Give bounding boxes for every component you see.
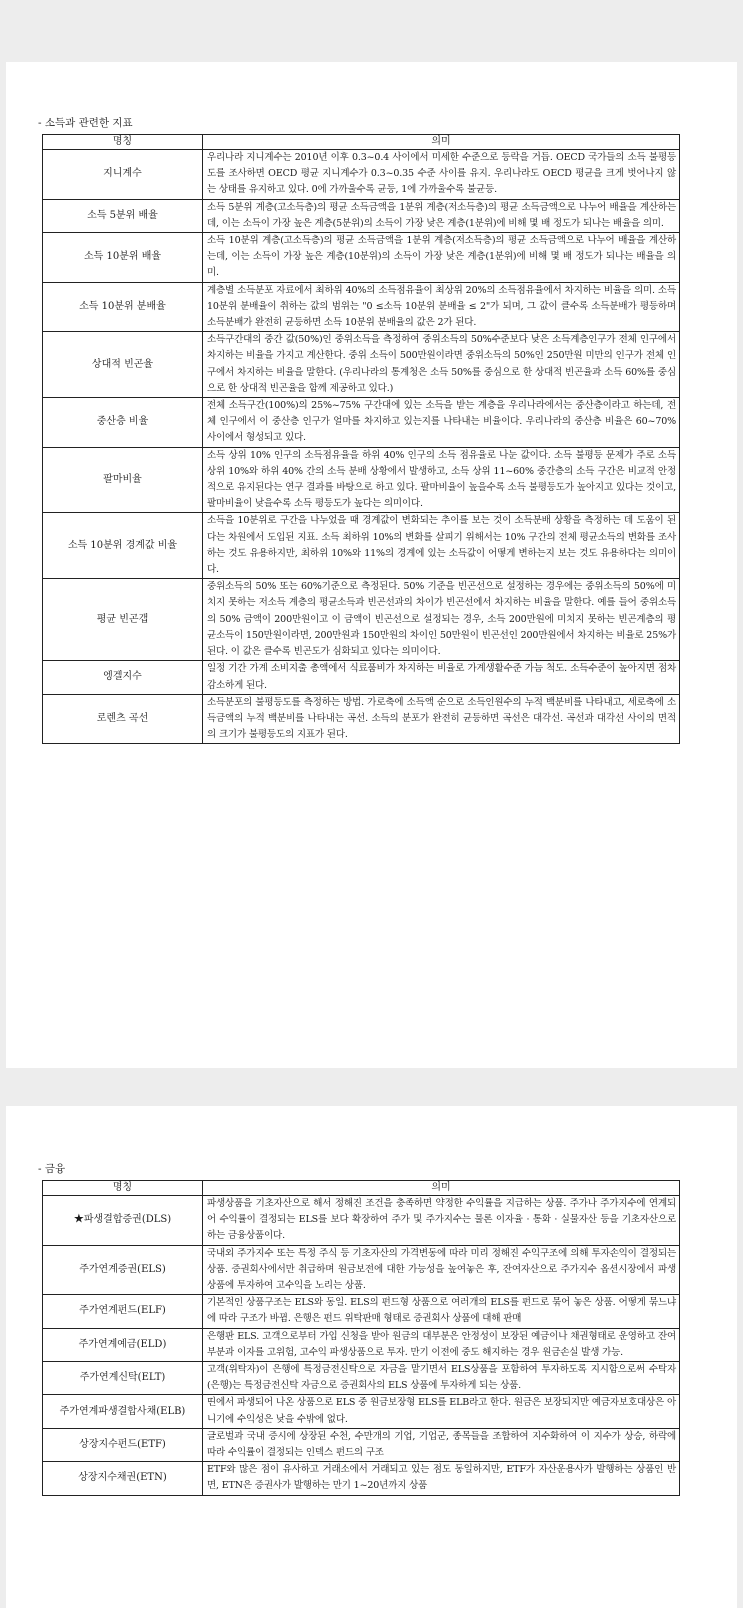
table-row [43,1395,680,1428]
term-meaning: 소득 상위 10% 인구의 소득점유율을 하위 40% 인구의 소득 점유율로 나눈 값이다. 소득 불평등 문제가 주로 소득 상위 10%와 하위 40% 간의 소득 분배 상황에서 발생하고, 소득 상위 11~60% 중간층의 소득 구간은 비교적 안정적으로 유지된다는 연구 결과를 바탕으로 하고 있다. 팔마비율이 높을수록 소득 불평등도가 높아지고 있다는 것이고, 팔마비율이 낮을수록 소득 평등도가 높다는 의미이다. [203,447,680,513]
table-row [43,1362,680,1395]
table-row [43,1462,680,1495]
table-row [43,332,680,398]
table-row [43,1245,680,1295]
term-meaning: 띤에서 파생되어 나온 상품으로 ELS 중 원금보장형 ELS를 ELB라고 한다. 원금은 보장되지만 예금자보호대상은 아니기에 수익성은 낮을 수밖에 없다. [203,1395,680,1428]
table-row [43,447,680,513]
term-meaning: 기본적인 상품구조는 ELS와 동일. ELS의 펀드형 상품으로 여러개의 ELS를 펀드로 묶어 놓은 상품. 어떻게 묶느냐에 따라 구조가 바뀜. 은행은 펀드 위탁판매 형태로 증권회사 상품에 대해 판매 [203,1295,680,1328]
term-meaning: 소득 5분위 계층(고소득층)의 평균 소득금액을 1분위 계층(저소득층)의 평균 소득금액으로 나누어 배율을 계산하는데, 이는 소득이 가장 높은 계층(5분위)의 소득이 가장 낮은 계층(1분위)에 비해 몇 배 정도가 되나는 배율을 의미. [203,199,680,232]
table-header-row [43,135,680,150]
term-name: 지니계수 [43,150,203,200]
header-meaning: 의미 [203,135,680,150]
table-header-row [43,1181,680,1196]
term-name: 주가연계신탁(ELT) [43,1362,203,1395]
term-meaning: 소득을 10분위로 구간을 나누었을 때 경계값이 변화되는 추이를 보는 것이 소득분배 상황을 측정하는 데 도움이 된다는 차원에서 도입된 지표. 소득 최하위 10%의 변화를 살피기 위해서는 10% 구간의 전체 평균소득의 변화를 조사하는 것도 유용하지만, 최하위 10%와 11%의 경계에 있는 소득값이 어떻게 변하는지 보는 것도 유용하다는 의미이다. [203,513,680,579]
section-title-income: - 소득과 관련한 지표 [38,117,133,129]
term-meaning: 우리나라 지니계수는 2010년 이후 0.3~0.4 사이에서 미세한 수준으로 등락을 거듭. OECD 국가들의 소득 불평등도를 조사하면 OECD 평균 지니계수가 0.3~0.35 수준 사이를 유지. 우리나라도 OECD 평균을 크게 벗어나지 않는 상태를 유지하고 있다. 0에 가까울수록 균등, 1에 가까울수록 불균등. [203,150,680,200]
table-row [43,694,680,744]
term-meaning: 계층별 소득분포 자료에서 최하위 40%의 소득점유율이 최상위 20%의 소득점유율에서 차지하는 비율을 의미. 소득 10분위 분배율이 취하는 값의 범위는 "0 ≤소득 10분위 분배율 ≤ 2"가 되며, 그 값이 클수록 소득분배가 평등하며 소득분배가 완전히 균등하면 소득 10분위 분배율의 값은 2가 된다. [203,282,680,332]
term-meaning: 글로벌과 국내 증시에 상장된 수천, 수만개의 기업, 기업군, 종목들을 조합하여 지수화하여 이 지수가 상승, 하락에 따라 수익률이 결정되는 인덱스 펀드의 구조 [203,1428,680,1461]
term-name: 주가연계펀드(ELF) [43,1295,203,1328]
term-name: 주가연계증권(ELS) [43,1245,203,1295]
term-name: 엥겔지수 [43,661,203,694]
term-name: 소득 5분위 배율 [43,199,203,232]
term-name: 주가연계예금(ELD) [43,1328,203,1361]
finance-term-table [42,1180,680,1496]
table-row [43,1196,680,1246]
term-name: 소득 10분위 경계값 비율 [43,513,203,579]
table-row [43,398,680,448]
document-page-income [6,62,737,1068]
table-row [43,1428,680,1461]
table-row [43,199,680,232]
term-meaning: 소득 10분위 계층(고소득층)의 평균 소득금액을 1분위 계층(저소득층)의 평균 소득금액으로 나누어 배율을 계산하는데, 이는 소득이 가장 높은 계층(10분위)의 소득이 가장 낮은 계층(1분위)에 비해 몇 배 정도가 되나는 배율을 의미. [203,233,680,283]
header-name: 명칭 [43,135,203,150]
document-page-finance [6,1106,737,1608]
header-meaning: 의미 [203,1181,680,1196]
term-name: 상장지수채권(ETN) [43,1462,203,1495]
term-meaning: 은행판 ELS. 고객으로부터 가입 신청을 받아 원금의 대부분은 안정성이 보장된 예금이나 채권형태로 운영하고 잔여 부분과 이자를 고위험, 고수익 파생상품으로 투자. 만기 이전에 중도 해지하는 경우 원금손실 발생 가능. [203,1328,680,1361]
income-indicator-table [42,134,680,744]
term-meaning: ETF와 많은 점이 유사하고 거래소에서 거래되고 있는 점도 동일하지만, ETF가 자산운용사가 발행하는 상품인 반면, ETN은 증권사가 발행하는 만기 1~20년까지 상품 [203,1462,680,1495]
term-meaning: 중위소득의 50% 또는 60%기준으로 측정된다. 50% 기준을 빈곤선으로 설정하는 경우에는 중위소득의 50%에 미치지 못하는 저소득 계층의 평균소득과 빈곤선과의 차이가 빈곤선에서 차지하는 비율을 말한다. 예를 들어 중위소득의 50% 금액이 200만원이고 이 금액이 빈곤선으로 설정되는 경우, 소득 200만원에 미치지 못하는 빈곤계층의 평균소득이 150만원이라면, 200만원과 150만원의 차이인 50만원이 빈곤선인 200만원에서 차지하는 비율로 25%가 된다. 이 값은 클수록 빈곤도가 심화되고 있다는 의미이다. [203,579,680,661]
term-name: 팔마비율 [43,447,203,513]
term-name: 소득 10분위 배율 [43,233,203,283]
term-name: 평균 빈곤갭 [43,579,203,661]
table-row [43,661,680,694]
term-meaning: 파생상품을 기초자산으로 해서 정해진 조건을 충족하면 약정한 수익률을 지급하는 상품. 주가나 주가지수에 연계되어 수익률이 결정되는 ELS를 보다 확장하여 주가 및 주가지수는 물론 이자율 · 통화 · 실물자산 등을 기초자산으로 하는 금융상품이다. [203,1196,680,1246]
term-meaning: 고객(위탁자)이 은행에 특정금전신탁으로 자금을 맡기면서 ELS상품을 포함하여 투자하도록 지시함으로써 수탁자(은행)는 특정금전신탁 자금으로 증권회사의 ELS 상품에 투자하게 되는 상품. [203,1362,680,1395]
table-row [43,1295,680,1328]
term-name: 상대적 빈곤율 [43,332,203,398]
term-name: 로렌츠 곡선 [43,694,203,744]
section-title-finance: - 금융 [38,1163,66,1175]
table-row [43,1328,680,1361]
term-name: ★파생결합증권(DLS) [43,1196,203,1246]
table-row [43,282,680,332]
table-row [43,513,680,579]
table-row [43,579,680,661]
table-row [43,233,680,283]
term-name: 상장지수펀드(ETF) [43,1428,203,1461]
term-name: 주가연계파생결합사채(ELB) [43,1395,203,1428]
term-name: 소득 10분위 분배율 [43,282,203,332]
header-name: 명칭 [43,1181,203,1196]
term-meaning: 국내외 주가지수 또는 특정 주식 등 기초자산의 가격변동에 따라 미리 정해진 수익구조에 의해 투자손익이 결정되는 상품. 증권회사에서만 취급하며 원금보전에 대한 가능성을 높여놓은 후, 잔여자산으로 주가지수 옵션시장에서 파생상품에 투자하여 고수익을 노리는 상품. [203,1245,680,1295]
table-row [43,150,680,200]
term-meaning: 전체 소득구간(100%)의 25%~75% 구간대에 있는 소득을 받는 계층을 우리나라에서는 중산층이라고 하는데, 전체 인구에서 이 중산층 인구가 얼마를 차지하고 있는지를 나타내는 비율이다. 우리나라의 중산층 비율은 60~70% 사이에서 형성되고 있다. [203,398,680,448]
term-meaning: 일정 기간 가계 소비지출 총액에서 식료품비가 차지하는 비율로 가계생활수준 가늠 척도. 소득수준이 높아지면 점차 감소하게 된다. [203,661,680,694]
term-meaning: 소득분포의 불평등도를 측정하는 방법. 가로축에 소득액 순으로 소득인원수의 누적 백분비를 나타내고, 세로축에 소득금액의 누적 백분비를 나타내는 곡선. 소득의 분포가 완전히 균등하면 곡선은 대각선. 곡선과 대각선 사이의 면적의 크기가 불평등도의 지표가 된다. [203,694,680,744]
term-name: 중산층 비율 [43,398,203,448]
term-meaning: 소득구간대의 중간 값(50%)인 중위소득을 측정하여 중위소득의 50%수준보다 낮은 소득계층인구가 전체 인구에서 차지하는 비율을 가지고 계산한다. 중위 소득이 500만원이라면 중위소득의 50%인 250만원 미만의 인구가 전체 인구에서 차지하는 비율을 말한다. (우리나라의 통계청은 소득 50%를 중심으로 한 상대적 빈곤율과 소득 60%를 중심으로 한 상대적 빈곤율을 함께 제공하고 있다.) [203,332,680,398]
